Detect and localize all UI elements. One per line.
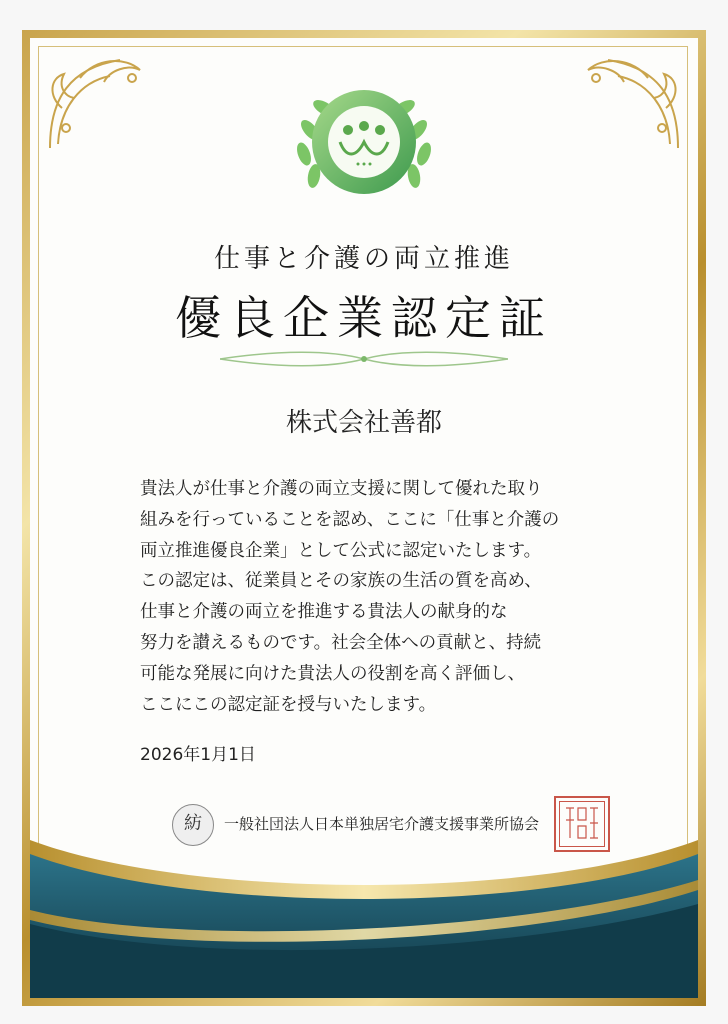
body-line: 仕事と介護の両立を推進する貴法人の献身的な [140, 602, 508, 623]
certificate-subtitle: 仕事と介護の両立推進 [213, 244, 514, 274]
body-line: 努力を讃えるものです。社会全体への貢献と、持続 [140, 632, 542, 653]
corner-ornament-top-right [568, 48, 688, 158]
issue-date: 2026年1月1日 [140, 745, 256, 765]
corner-ornament-top-left [40, 48, 160, 158]
body-line: ここにこの認定証を授与いたします。 [140, 694, 437, 715]
footer-wave [30, 820, 698, 998]
body-line: 組みを行っていることを認め、ここに「仕事と介護の [140, 509, 560, 530]
title-divider [220, 346, 508, 372]
issuer-name: 一般社団法人日本単独居宅介護支援事業所協会 [224, 815, 540, 833]
certification-emblem [286, 70, 442, 214]
certificate-title: 優良企業認定証 [175, 291, 553, 345]
body-line: 可能な発展に向けた貴法人の役割を高く評価し、 [140, 663, 525, 684]
issuer-logo: 紡 [172, 804, 214, 846]
certificate-body [140, 474, 610, 720]
body-line: 両立推進優良企業」として公式に認定いたします。 [140, 540, 542, 561]
body-line: この認定は、従業員とその家族の生活の質を高め、 [140, 571, 542, 592]
body-line: 貴法人が仕事と介護の両立支援に関して優れた取り [140, 479, 543, 499]
recipient-company: 株式会社善都 [285, 408, 442, 438]
